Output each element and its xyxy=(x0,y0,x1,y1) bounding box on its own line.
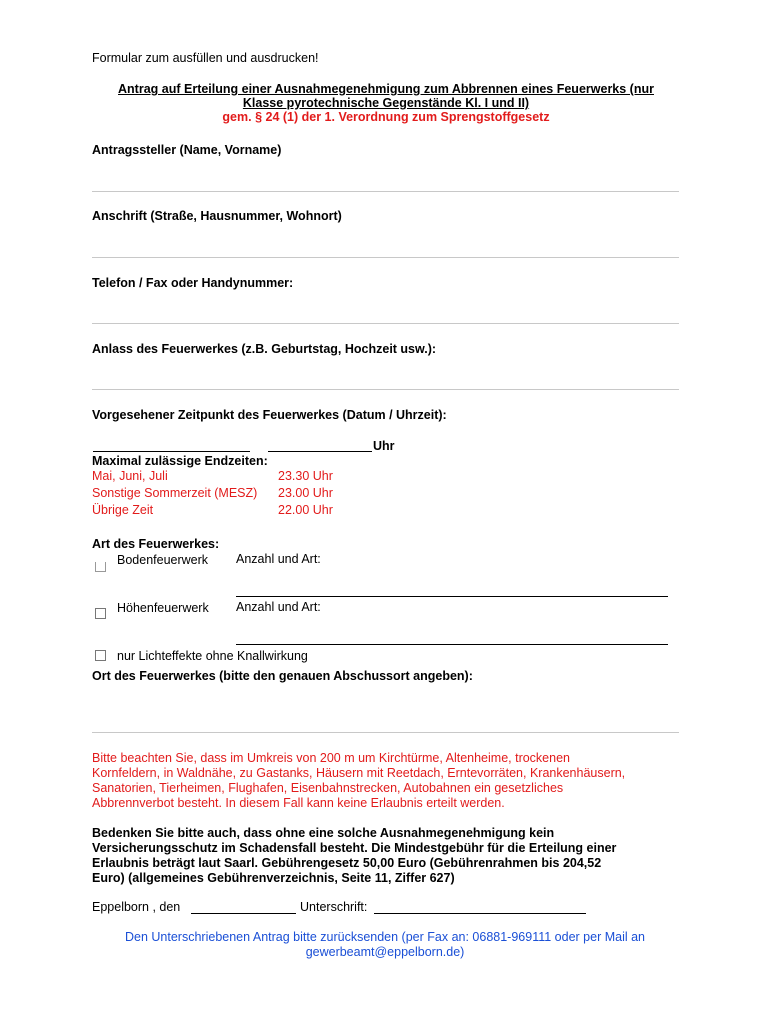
applicant-input[interactable] xyxy=(92,170,679,188)
ground-fireworks-checkbox[interactable] xyxy=(95,562,106,572)
light-effects-checkbox[interactable] xyxy=(95,650,106,661)
notice-line: Bedenken Sie bitte auch, dass ohne eine solche Ausnahmegenehmigung kein xyxy=(92,826,555,840)
phone-line xyxy=(92,323,679,324)
height-fireworks-checkbox[interactable] xyxy=(95,608,106,619)
date-signed-blank xyxy=(191,913,296,914)
applicant-line xyxy=(92,191,679,192)
height-amount-blank xyxy=(236,644,668,645)
height-fireworks-label: Höhenfeuerwerk xyxy=(117,601,209,615)
end-time-value-1: 23.30 Uhr xyxy=(278,469,333,483)
signature-label: Unterschrift: xyxy=(300,900,368,914)
warning-line: Kornfeldern, in Waldnähe, zu Gastanks, Häusern mit Reetdach, Erntevorräten, Krankenhäusern, xyxy=(92,766,626,780)
ground-amount-input[interactable] xyxy=(236,578,668,595)
ground-fireworks-label: Bodenfeuerwerk xyxy=(117,553,209,567)
ground-amount-label: Anzahl und Art: xyxy=(236,552,321,566)
location-input[interactable] xyxy=(92,700,679,728)
warning-text xyxy=(92,751,625,811)
phone-label: Telefon / Fax oder Handynummer: xyxy=(92,276,294,290)
occasion-label: Anlass des Feuerwerkes (z.B. Geburtstag, Hochzeit usw.): xyxy=(92,342,437,356)
end-time-value-2: 23.00 Uhr xyxy=(278,486,333,500)
uhr-label: Uhr xyxy=(373,439,395,453)
height-amount-input[interactable] xyxy=(236,626,668,643)
form-title-line2: Klasse pyrotechnische Gegenstände Kl. I und II) xyxy=(242,96,530,110)
address-line xyxy=(92,257,679,258)
notice-line: Erlaubnis beträgt laut Saarl. Gebührengesetz 50,00 Euro (Gebührenrahmen bis 204,52 xyxy=(92,856,602,870)
warning-line: Abbrennverbot besteht. In diesem Fall kann keine Erlaubnis erteilt werden. xyxy=(92,796,505,810)
date-input[interactable] xyxy=(93,434,250,450)
time-label: Vorgesehener Zeitpunkt des Feuerwerkes (Datum / Uhrzeit): xyxy=(92,408,447,422)
address-input[interactable] xyxy=(92,236,679,254)
legal-reference: gem. § 24 (1) der 1. Verordnung zum Sprengstoffgesetz xyxy=(222,110,550,124)
type-heading: Art des Feuerwerkes: xyxy=(92,537,220,551)
light-effects-label: nur Lichteffekte ohne Knallwirkung xyxy=(117,649,308,663)
end-time-label-3: Übrige Zeit xyxy=(92,503,154,517)
end-times-heading: Maximal zulässige Endzeiten: xyxy=(92,454,268,468)
phone-input[interactable] xyxy=(92,302,679,320)
time-input[interactable] xyxy=(268,434,372,450)
insurance-notice xyxy=(92,826,616,886)
intro-text: Formular zum ausfüllen und ausdrucken! xyxy=(92,51,319,65)
ground-amount-blank xyxy=(236,596,668,597)
return-email: gewerbeamt@eppelborn.de) xyxy=(305,945,465,959)
end-time-value-3: 22.00 Uhr xyxy=(278,503,333,517)
end-time-label-1: Mai, Juni, Juli xyxy=(92,469,168,483)
return-instructions: Den Unterschriebenen Antrag bitte zurücksenden (per Fax an: 06881-969111 oder per Mail an xyxy=(125,930,645,944)
location-line xyxy=(92,732,679,733)
warning-line: Bitte beachten Sie, dass im Umkreis von 200 m um Kirchtürme, Altenheime, trockenen xyxy=(92,751,570,765)
end-time-label-2: Sonstige Sommerzeit (MESZ) xyxy=(92,486,258,500)
date-blank xyxy=(93,451,250,452)
occasion-input[interactable] xyxy=(92,368,679,386)
place-date-label: Eppelborn , den xyxy=(92,900,181,914)
form-title-line1: Antrag auf Erteilung einer Ausnahmegenehmigung zum Abbrennen eines Feuerwerks (nur xyxy=(118,82,654,96)
height-amount-label: Anzahl und Art: xyxy=(236,600,321,614)
address-label: Anschrift (Straße, Hausnummer, Wohnort) xyxy=(92,209,342,223)
notice-line: Euro) (allgemeines Gebührenverzeichnis, Seite 11, Ziffer 627) xyxy=(92,871,455,885)
location-label: Ort des Feuerwerkes (bitte den genauen Abschussort angeben): xyxy=(92,669,473,683)
occasion-line xyxy=(92,389,679,390)
signature-input[interactable] xyxy=(374,898,586,913)
notice-line: Versicherungsschutz im Schadensfall besteht. Die Mindestgebühr für die Erteilung einer xyxy=(92,841,617,855)
signature-blank xyxy=(374,913,586,914)
warning-line: Sanatorien, Tierheimen, Flughafen, Eisenbahnstrecken, Autobahnen ein gesetzliches xyxy=(92,781,564,795)
applicant-label: Antragssteller (Name, Vorname) xyxy=(92,143,282,157)
date-signed-input[interactable] xyxy=(191,898,296,913)
time-blank xyxy=(268,451,372,452)
